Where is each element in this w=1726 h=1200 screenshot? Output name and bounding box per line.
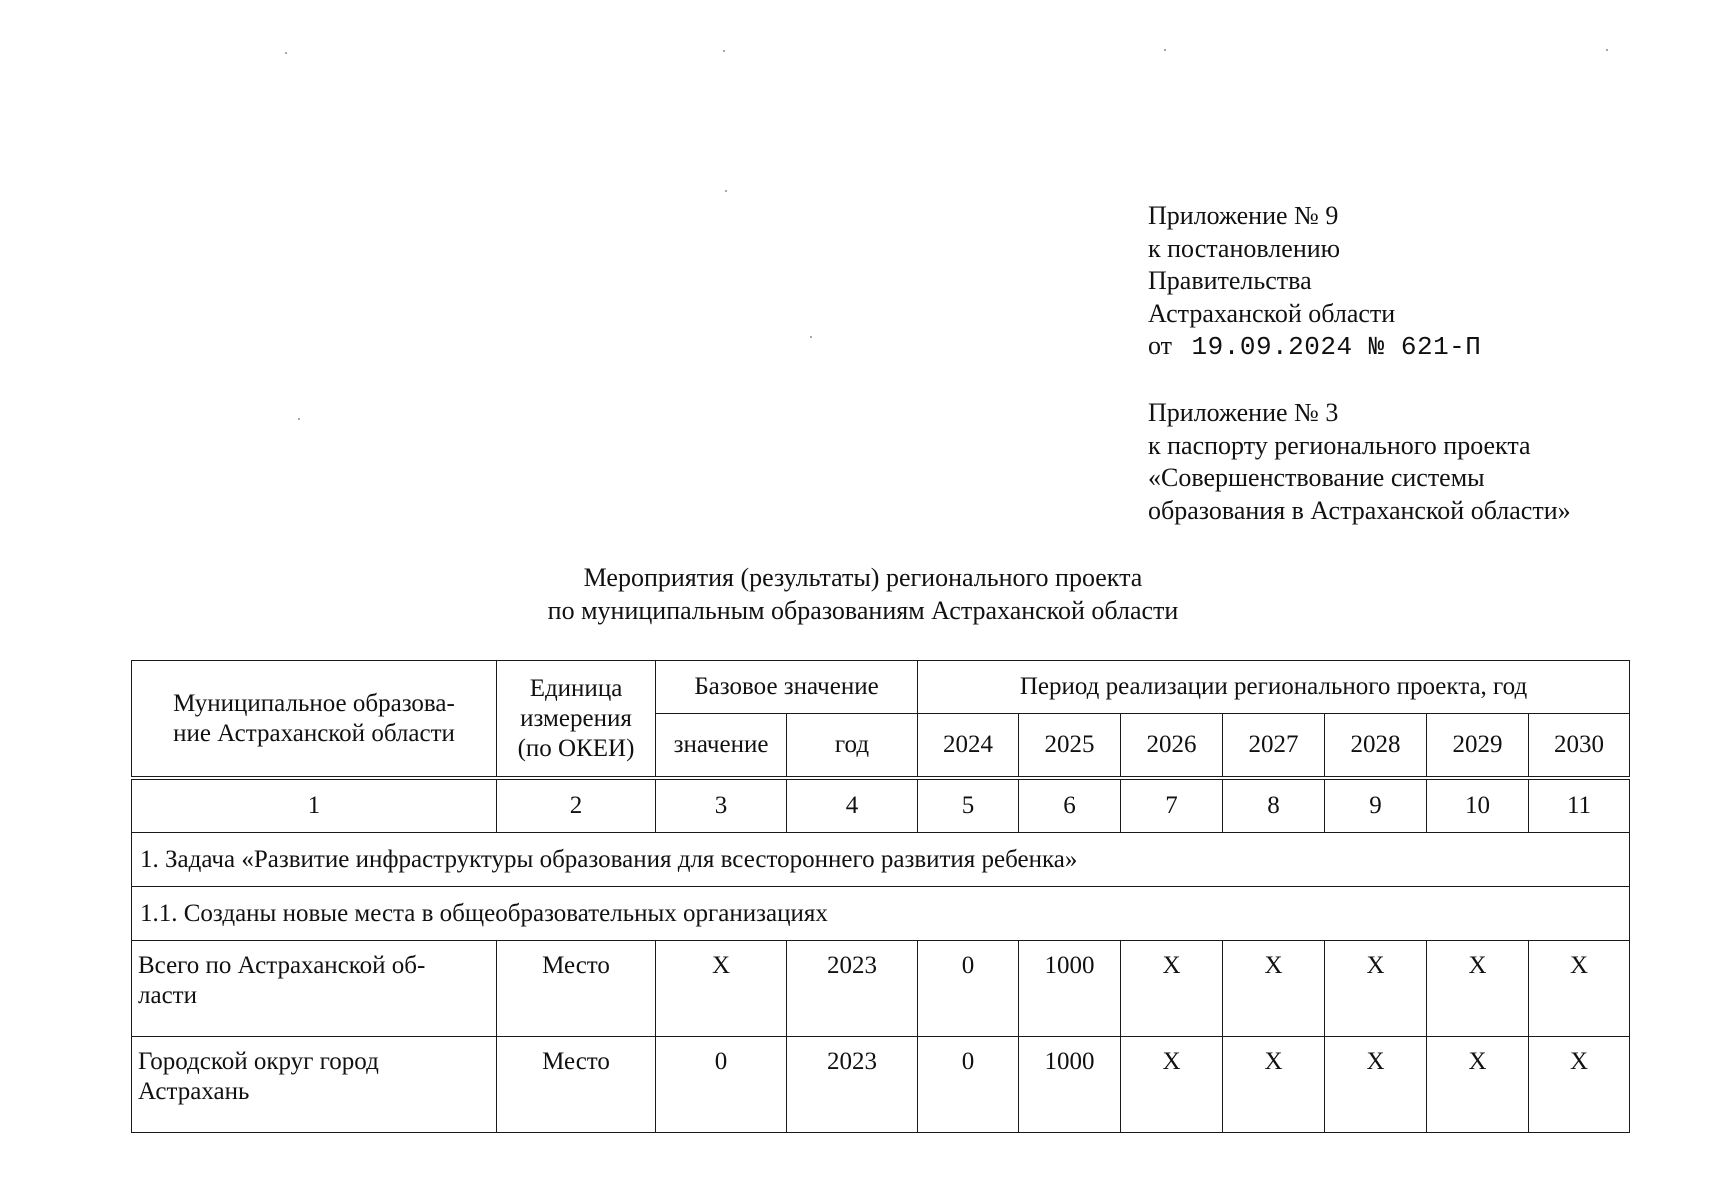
appendix-9-line-3: Правительства <box>1148 266 1312 295</box>
header-year: 2026 <box>1121 714 1223 779</box>
column-number: 6 <box>1019 778 1121 833</box>
column-number: 4 <box>787 778 918 833</box>
year-value-cell: Х <box>1121 941 1223 1037</box>
column-number: 11 <box>1529 778 1630 833</box>
year-value-cell: Х <box>1427 1037 1529 1133</box>
year-value-cell: Х <box>1325 941 1427 1037</box>
base-value-cell: 0 <box>656 1037 787 1133</box>
table-row <box>132 1037 1630 1133</box>
municipality-cell: Всего по Астраханской об- ласти <box>132 941 497 1037</box>
column-number: 2 <box>497 778 656 833</box>
year-value-cell: Х <box>1529 941 1630 1037</box>
appendix-9-line-4: Астраханской области <box>1148 298 1396 328</box>
appendix-9-line-1: Приложение № 9 <box>1148 201 1339 230</box>
appendix-3-heading <box>1148 397 1571 527</box>
header-year: 2029 <box>1427 714 1529 779</box>
task-title: 1. Задача «Развитие инфраструктуры образования для всестороннего развития ребенка» <box>132 833 1630 887</box>
municipality-cell: Городской округ город Астрахань <box>132 1037 497 1133</box>
base-year-cell: 2023 <box>787 941 918 1037</box>
date-prefix: от <box>1148 331 1173 360</box>
header-year: 2024 <box>918 714 1019 779</box>
header-year: 2028 <box>1325 714 1427 779</box>
appendix-3-line-2: к паспорту регионального проекта <box>1148 430 1531 460</box>
result-title: 1.1. Созданы новые места в общеобразовательных организациях <box>132 887 1630 941</box>
year-value-cell: 1000 <box>1019 941 1121 1037</box>
appendix-9-heading <box>1148 200 1481 364</box>
column-number: 3 <box>656 778 787 833</box>
column-number: 10 <box>1427 778 1529 833</box>
document-title-line-1: Мероприятия (результаты) регионального проекта <box>583 563 1143 592</box>
header-year: 2027 <box>1223 714 1325 779</box>
base-value-cell: Х <box>656 941 787 1037</box>
header-base-value-year: год <box>787 714 918 779</box>
appendix-3-line-3: «Совершенствование системы <box>1148 463 1485 492</box>
year-value-cell: 0 <box>918 941 1019 1037</box>
header-base-value: Базовое значение <box>656 661 918 714</box>
document-title <box>0 561 1726 627</box>
header-unit: Единица измерения (по ОКЕИ) <box>497 661 656 779</box>
unit-cell: Место <box>497 941 656 1037</box>
task-row <box>132 833 1630 887</box>
scan-speck <box>1164 49 1166 51</box>
year-value-cell: Х <box>1427 941 1529 1037</box>
column-number: 8 <box>1223 778 1325 833</box>
appendix-3-line-4: образования в Астраханской области» <box>1148 495 1571 525</box>
unit-cell: Место <box>497 1037 656 1133</box>
header-base-value-value: значение <box>656 714 787 779</box>
column-number: 5 <box>918 778 1019 833</box>
appendix-9-date-line <box>1148 330 1481 364</box>
document-title-line-2: по муниципальным образованиям Астраханской области <box>547 596 1179 625</box>
result-row <box>132 887 1630 941</box>
header-municipality: Муниципальное образова- ние Астраханской области <box>132 661 497 779</box>
appendix-3-line-1: Приложение № 3 <box>1148 398 1339 427</box>
scan-speck <box>285 52 287 54</box>
scan-speck <box>298 418 300 420</box>
header-row-1 <box>132 661 1630 714</box>
header-year: 2025 <box>1019 714 1121 779</box>
year-value-cell: Х <box>1223 1037 1325 1133</box>
year-value-cell: Х <box>1121 1037 1223 1133</box>
header-period: Период реализации регионального проекта, год <box>918 661 1630 714</box>
scan-speck <box>723 50 725 52</box>
scan-speck <box>1606 49 1608 51</box>
column-number-row <box>132 778 1630 833</box>
measures-table <box>131 660 1630 1133</box>
column-number: 9 <box>1325 778 1427 833</box>
resolution-date-number: 19.09.2024 № 621-П <box>1191 332 1482 362</box>
table-row <box>132 941 1630 1037</box>
year-value-cell: Х <box>1529 1037 1630 1133</box>
year-value-cell: Х <box>1325 1037 1427 1133</box>
year-value-cell: 0 <box>918 1037 1019 1133</box>
scan-speck <box>725 190 727 192</box>
header-year: 2030 <box>1529 714 1630 779</box>
column-number: 7 <box>1121 778 1223 833</box>
year-value-cell: 1000 <box>1019 1037 1121 1133</box>
column-number: 1 <box>132 778 497 833</box>
year-value-cell: Х <box>1223 941 1325 1037</box>
appendix-9-line-2: к постановлению <box>1148 233 1341 263</box>
base-year-cell: 2023 <box>787 1037 918 1133</box>
scan-speck <box>810 336 812 338</box>
